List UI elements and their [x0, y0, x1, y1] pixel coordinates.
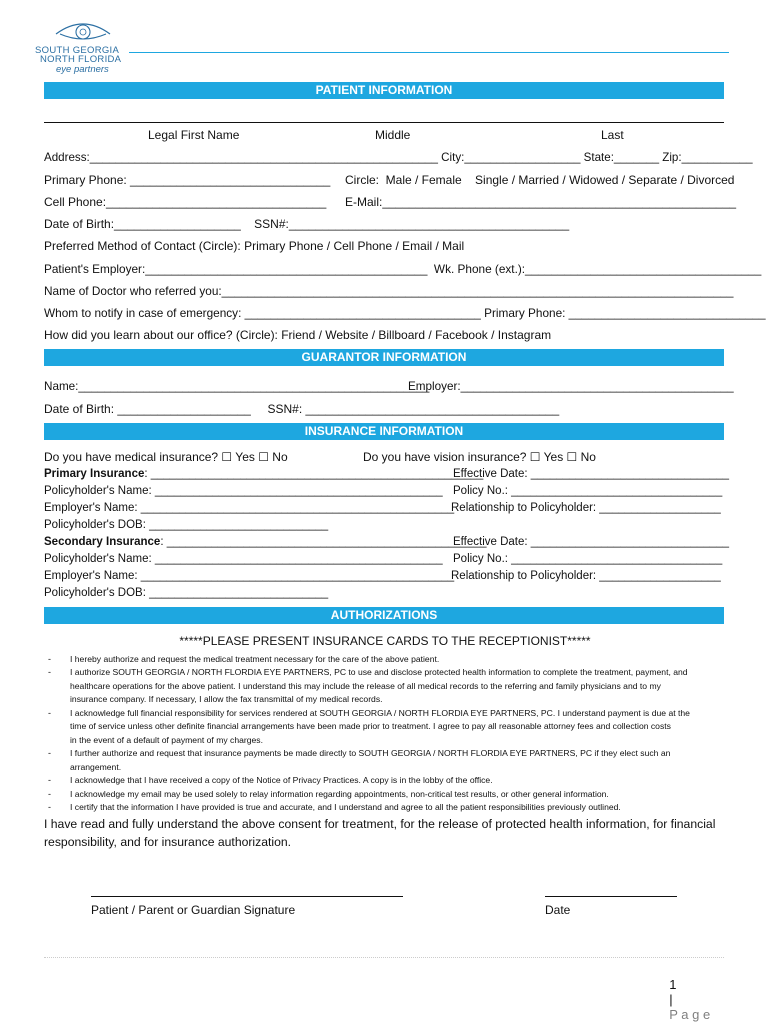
- date-label: Date: [545, 903, 571, 917]
- auth-line: time of service unless other definite financial arrangements have been made prior to treatment. I agree to pay all reasonable attorney fees and collection costs: [70, 721, 671, 731]
- authorizations-section-header: AUTHORIZATIONS: [44, 607, 724, 624]
- contact-method[interactable]: Preferred Method of Contact (Circle): Primary Phone / Cell Phone / Email / Mail: [44, 239, 465, 253]
- insurance-section-header: INSURANCE INFORMATION: [44, 423, 724, 440]
- primary-policyholder-dob[interactable]: Policyholder's DOB: ____________________________: [44, 519, 329, 531]
- bullet-dash: -: [48, 775, 51, 785]
- email-field[interactable]: E-Mail:_____________________________________________________: [345, 195, 737, 209]
- auth-line: I acknowledge my email may be used solely to relay information regarding appointments, non-critical test results, or other general information.: [70, 789, 609, 799]
- logo: [32, 18, 132, 76]
- medical-insurance-question[interactable]: Do you have medical insurance? ☐ Yes ☐ No: [44, 450, 288, 464]
- vision-insurance-question[interactable]: Do you have vision insurance? ☐ Yes ☐ No: [363, 450, 596, 464]
- address-field[interactable]: Address:______________________________________________________ City:__________________ State:_______ Zip:___________: [44, 151, 753, 164]
- auth-line: insurance company. If necessary, I allow the fax transmittal of my medical records.: [70, 694, 383, 704]
- primary-insurance-field[interactable]: [44, 467, 483, 481]
- secondary-effective-date[interactable]: Effective Date: _______________________________: [453, 536, 730, 548]
- employer-field[interactable]: Patient's Employer:___________________________________________ Wk. Phone (ext.):____________________________________: [44, 262, 762, 276]
- header-rule: [129, 52, 729, 53]
- signature-line[interactable]: [91, 896, 403, 897]
- primary-relationship[interactable]: Relationship to Policyholder: ___________________: [451, 502, 721, 514]
- sex-marital-status[interactable]: Circle: Male / Female Single / Married / Widowed / Separate / Divorced: [345, 173, 735, 187]
- referral-source[interactable]: How did you learn about our office? (Circle): Friend / Website / Billboard / Facebook / Instagram: [44, 328, 552, 342]
- page-footer: [662, 962, 710, 1022]
- footer-rule: [44, 957, 724, 958]
- bullet-dash: -: [48, 789, 51, 799]
- name-field-line[interactable]: [44, 122, 724, 123]
- primary-policyholder-name[interactable]: Policyholder's Name: _____________________________________________: [44, 485, 443, 497]
- auth-line: I acknowledge that I have received a copy of the Notice of Privacy Practices. A copy is in the lobby of the office.: [70, 775, 493, 785]
- consent-statement-line-1: I have read and fully understand the above consent for treatment, for the release of protected health information, for financial: [44, 817, 716, 831]
- auth-line: in the event of a default of payment of my charges.: [70, 735, 263, 745]
- guarantor-section-header: GUARANTOR INFORMATION: [44, 349, 724, 366]
- label-middle: Middle: [375, 128, 411, 142]
- secondary-policyholder-name[interactable]: Policyholder's Name: _____________________________________________: [44, 553, 443, 565]
- bullet-dash: -: [48, 802, 51, 812]
- auth-line: healthcare operations for the above patient. I understand this may include the release of all medical records to the referring and family physicians and to my: [70, 681, 661, 691]
- auth-line: I acknowledge full financial responsibility for services rendered at SOUTH GEORGIA / NORTH FLORDIA EYE PARTNERS, PC. I understand payment is due at the: [70, 708, 690, 718]
- primary-insurance-blank: : ____________________________________________________: [144, 468, 484, 480]
- bullet-dash: -: [48, 667, 51, 677]
- page-number: 1: [669, 977, 677, 992]
- auth-line: I hereby authorize and request the medical treatment necessary for the care of the above patient.: [70, 654, 440, 664]
- patient-section-header: PATIENT INFORMATION: [44, 82, 724, 99]
- secondary-employer-name[interactable]: Employer's Name: _________________________________________________: [44, 570, 455, 582]
- auth-line: I authorize SOUTH GEORGIA / NORTH FLORDIA EYE PARTNERS, PC to use and disclose protected health information to complete the treatment, payment, and: [70, 667, 688, 677]
- emergency-contact-field[interactable]: Whom to notify in case of emergency: ____________________________________ Primary Phone: ______________________________: [44, 306, 766, 320]
- page-separator: |: [669, 992, 673, 1007]
- primary-phone-field[interactable]: Primary Phone: ______________________________: [44, 173, 331, 187]
- guarantor-dob-ssn-field[interactable]: Date of Birth: ____________________ SSN#: ______________________________________: [44, 402, 560, 416]
- bullet-dash: -: [48, 748, 51, 758]
- secondary-policyholder-dob[interactable]: Policyholder's DOB: ____________________________: [44, 587, 329, 599]
- secondary-insurance-label: Secondary Insurance: [44, 536, 161, 548]
- logo-line-3: eye partners: [56, 64, 109, 75]
- secondary-policy-number[interactable]: Policy No.: _________________________________: [453, 553, 723, 565]
- guarantor-name-field[interactable]: Name:______________________________________________________: [44, 380, 430, 393]
- auth-line: arrangement.: [70, 762, 122, 772]
- page-word: P a g e: [669, 1007, 711, 1022]
- secondary-insurance-blank: : __________________________________________________: [160, 536, 487, 548]
- dob-ssn-field[interactable]: Date of Birth:___________________ SSN#:__________________________________________: [44, 217, 570, 231]
- primary-employer-name[interactable]: Employer's Name: _________________________________________________: [44, 502, 455, 514]
- guarantor-employer-field[interactable]: Employer:__________________________________________: [408, 380, 734, 393]
- secondary-relationship[interactable]: Relationship to Policyholder: ___________________: [451, 570, 721, 582]
- secondary-insurance-field[interactable]: [44, 535, 487, 549]
- eye-logo-icon: [54, 20, 112, 44]
- referring-doctor-field[interactable]: Name of Doctor who referred you:______________________________________________________________________________: [44, 284, 734, 298]
- logo-line-1: SOUTH GEORGIA: [35, 45, 120, 56]
- primary-effective-date[interactable]: Effective Date: _______________________________: [453, 468, 730, 480]
- auth-line: I certify that the information I have provided is true and accurate, and I understand and agree to all the patient responsibilities previously outlined.: [70, 802, 621, 812]
- label-last: Last: [601, 128, 624, 142]
- consent-statement-line-2: responsibility, and for insurance authorization.: [44, 835, 292, 849]
- primary-policy-number[interactable]: Policy No.: _________________________________: [453, 485, 723, 497]
- date-line[interactable]: [545, 896, 677, 897]
- cell-phone-field[interactable]: Cell Phone:_________________________________: [44, 195, 327, 209]
- logo-line-2: NORTH FLORIDA: [40, 54, 122, 65]
- signature-label: Patient / Parent or Guardian Signature: [91, 903, 296, 917]
- auth-line: I further authorize and request that insurance payments be made directly to SOUTH GEORGIA / NORTH FLORDIA EYE PARTNERS, PC if they elect such an: [70, 748, 671, 758]
- bullet-dash: -: [48, 654, 51, 664]
- label-first-name: Legal First Name: [148, 128, 240, 142]
- bullet-dash: -: [48, 708, 51, 718]
- primary-insurance-label: Primary Insurance: [44, 468, 145, 480]
- insurance-card-notice: *****PLEASE PRESENT INSURANCE CARDS TO THE RECEPTIONIST*****: [179, 634, 591, 648]
